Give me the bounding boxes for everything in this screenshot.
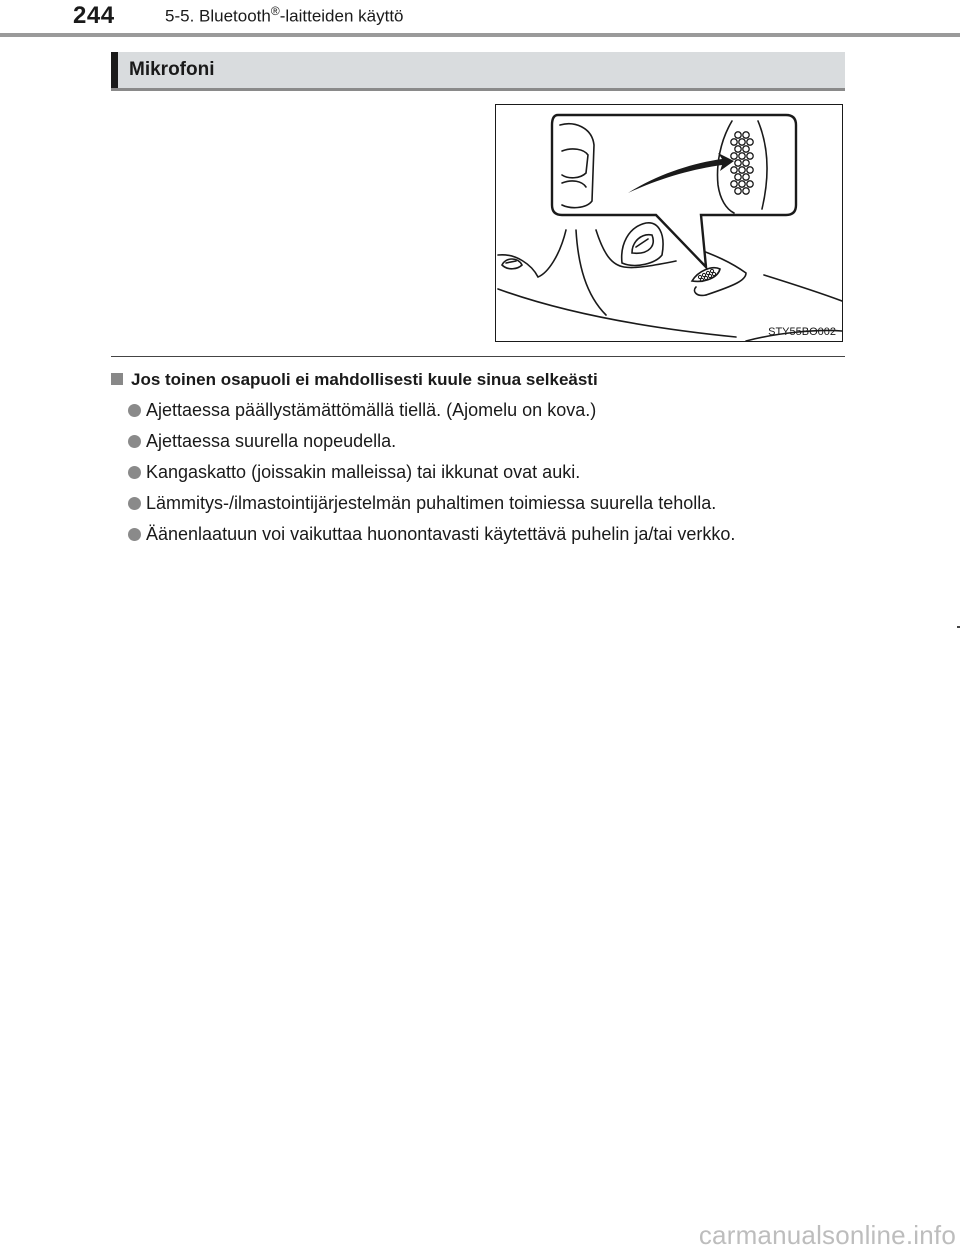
bullet-dot-icon [128,466,141,479]
list-item [128,460,735,491]
list-item-text: Ajettaessa päällystämättömällä tiellä. (Ajomelu on kova.) [146,400,597,420]
watermark-brand: carmanualsonline.info [698,1220,956,1250]
microphone-drawing [496,105,842,341]
section-title-bar [111,52,845,91]
registered-mark: ® [270,4,280,18]
chapter-title-suffix: -laitteiden käyttö [279,6,404,26]
page-number: 244 [73,2,115,29]
chapter-title [165,4,404,27]
section-marker [111,52,118,88]
bullet-dot-icon [128,528,141,541]
section-divider [111,356,845,357]
bullet-dot-icon [128,497,141,510]
list-item [128,398,735,429]
list-item-text: Äänenlaatuun voi vaikuttaa huonontavasti käytettävä puhelin ja/tai verkko. [146,524,736,544]
microphone-illustration [495,104,843,342]
section-title: Mikrofoni [129,59,215,80]
chapter-title-prefix: 5-5. Bluetooth [165,6,271,26]
list-item [128,522,735,553]
subsection-heading-text: Jos toinen osapuoli ei mahdollisesti kuule sinua selkeästi [131,370,598,389]
figure-code: STY55BO002 [768,326,836,338]
list-item-text: Kangaskatto (joissakin malleissa) tai ikkunat ovat auki. [146,462,581,482]
square-bullet-icon [111,373,123,385]
bullet-dot-icon [128,404,141,417]
header-rule [0,33,960,37]
condition-list [128,398,735,553]
bullet-dot-icon [128,435,141,448]
list-item [128,491,735,522]
list-item [128,429,735,460]
list-item-text: Lämmitys-/ilmastointijärjestelmän puhaltimen toimiessa suurella teholla. [146,493,717,513]
subsection-heading [111,370,598,390]
list-item-text: Ajettaessa suurella nopeudella. [146,431,397,451]
